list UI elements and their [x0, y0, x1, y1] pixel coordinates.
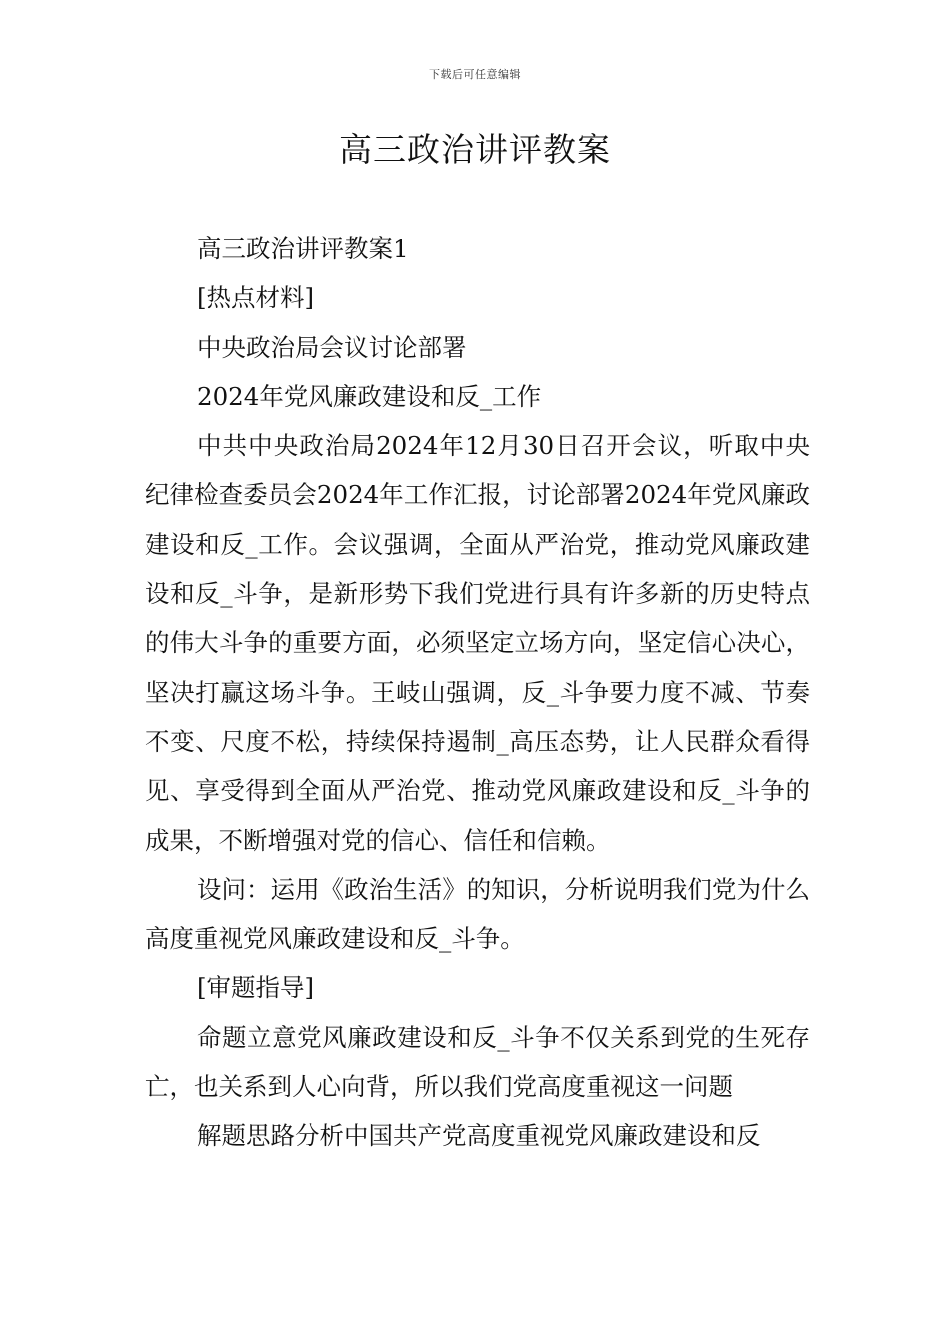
document-title: 高三政治讲评教案: [339, 130, 611, 169]
material-subtitle: 中央政治局会议讨论部署: [197, 332, 467, 362]
header-note: 下载后可任意编辑: [429, 68, 521, 81]
intent-paragraph: 命题立意党风廉政建设和反_斗争不仅关系到党的生死存亡，也关系到人心向背，所以我们党高度重视这一问题: [145, 1022, 810, 1102]
approach-paragraph: 解题思路分析中国共产党高度重视党风廉政建设和反: [197, 1121, 761, 1151]
question-paragraph: 设问：运用《政治生活》的知识，分析说明我们党为什么高度重视党风廉政建设和反_斗争。: [145, 874, 810, 954]
material-subtitle-2: 2024年党风廉政建设和反_工作: [197, 381, 542, 411]
document-body: [145, 224, 810, 1161]
hot-material-label: [热点材料]: [197, 283, 315, 313]
material-paragraph: 中共中央政治局2024年12月30日召开会议，听取中央纪律检查委员会2024年工作汇报，讨论部署2024年党风廉政建设和反_工作。会议强调，全面从严治党，推动党风廉政建设和反_斗争，是新形势下我们党进行具有许多新的历史特点的伟大斗争的重要方面，必须坚定立场方向，坚定信心决心，坚决打赢这场斗争。王岐山强调，反_斗争要力度不减、节奏不变、尺度不松，持续保持遏制_高压态势，让人民群众看得见、享受得到全面从严治党、推动党风廉政建设和反_斗争的成果，不断增强对党的信心、信任和信赖。: [145, 431, 810, 855]
guidance-label: [审题指导]: [197, 973, 315, 1003]
section-heading: 高三政治讲评教案1: [197, 234, 409, 263]
